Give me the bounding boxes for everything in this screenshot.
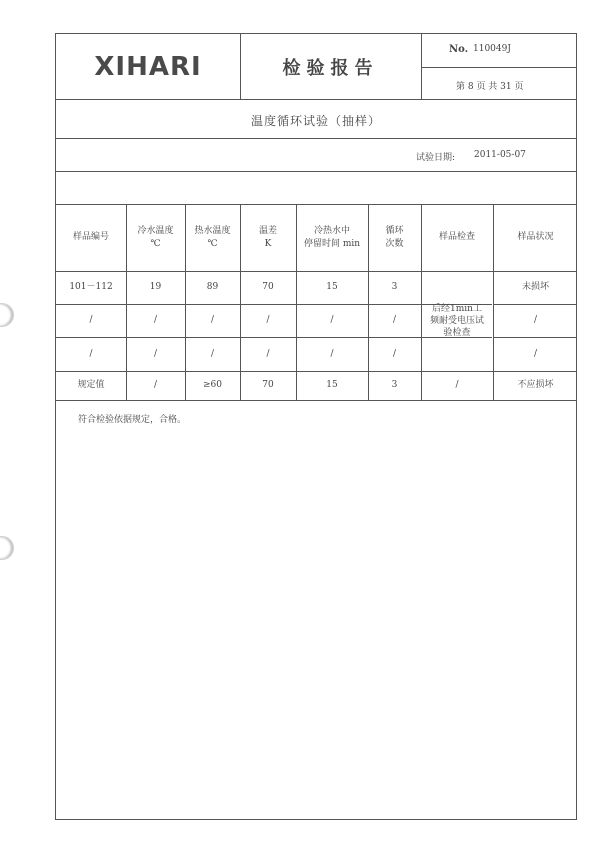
report-no-label: No. [449,44,469,55]
col-header-inspection: 样品检查 [438,232,475,243]
divider [56,400,576,401]
cell-cold-temp: 19 [149,282,162,293]
report-title: 检验报告 [282,57,379,79]
cell-inspection-merged: 后经1min工频耐受电压试验检查 [429,303,484,339]
spec-status: 不应损坏 [517,380,554,391]
cell-hot-temp: / [210,315,215,326]
cell-cycles: / [392,348,397,359]
cell-dwell: / [330,315,334,326]
spec-inspection: / [455,380,459,391]
cell-cycles: 3 [391,282,398,293]
col-header-status: 样品状况 [517,232,554,243]
report-number: 110049J [473,44,511,54]
cell-cold-temp: / [153,348,158,359]
cell-temp-diff: 70 [262,282,274,293]
col-header-temp-diff: 温差 K [258,226,277,249]
cell-cycles: / [392,315,397,326]
divider [56,171,576,172]
cell-sample-no: / [89,315,93,326]
page-info: 第 8 页 共 31 页 [456,82,524,92]
spec-cycles: 3 [391,380,398,391]
cell-hot-temp: 89 [206,282,219,293]
cell-status: 未损坏 [521,282,549,293]
spec-hot-temp: ≥60 [203,380,222,391]
binder-hole-bottom [0,536,14,560]
test-date-label: 试验日期: [416,153,456,163]
col-header-cold-temp: 冷水温度 ℃ [137,226,174,249]
divider [56,138,576,139]
cell-status: / [533,315,538,326]
spec-cold-temp: / [153,380,158,391]
cell-sample-no: / [89,348,93,359]
cell-dwell: / [330,348,334,359]
cell-status: / [533,348,538,359]
cell-hot-temp: / [210,348,215,359]
divider [421,67,576,68]
test-date: 2011-05-07 [474,150,526,160]
col-header-hot-temp: 热水温度 ℃ [194,226,231,249]
col-header-sample-no: 样品编号 [72,232,109,243]
conclusion-text: 符合检验依据规定，合格。 [78,415,187,425]
binder-hole-top [0,303,14,327]
col-header-dwell-time: 冷热水中 停留时间 min [303,226,361,249]
cell-sample-no: 101－112 [69,282,113,293]
cell-temp-diff: / [266,315,270,326]
cell-cold-temp: / [153,315,158,326]
cell-temp-diff: / [266,348,270,359]
col-header-cycles: 循环 次数 [385,226,404,249]
spec-dwell: 15 [326,380,338,391]
company-logo: XIHARI [94,51,202,82]
report-frame [55,33,577,820]
divider [56,99,576,100]
spec-label: 规定值 [77,380,105,391]
cell-dwell: 15 [326,282,338,293]
spec-temp-diff: 70 [262,380,274,391]
section-title: 温度循环试验（抽样） [250,113,381,128]
